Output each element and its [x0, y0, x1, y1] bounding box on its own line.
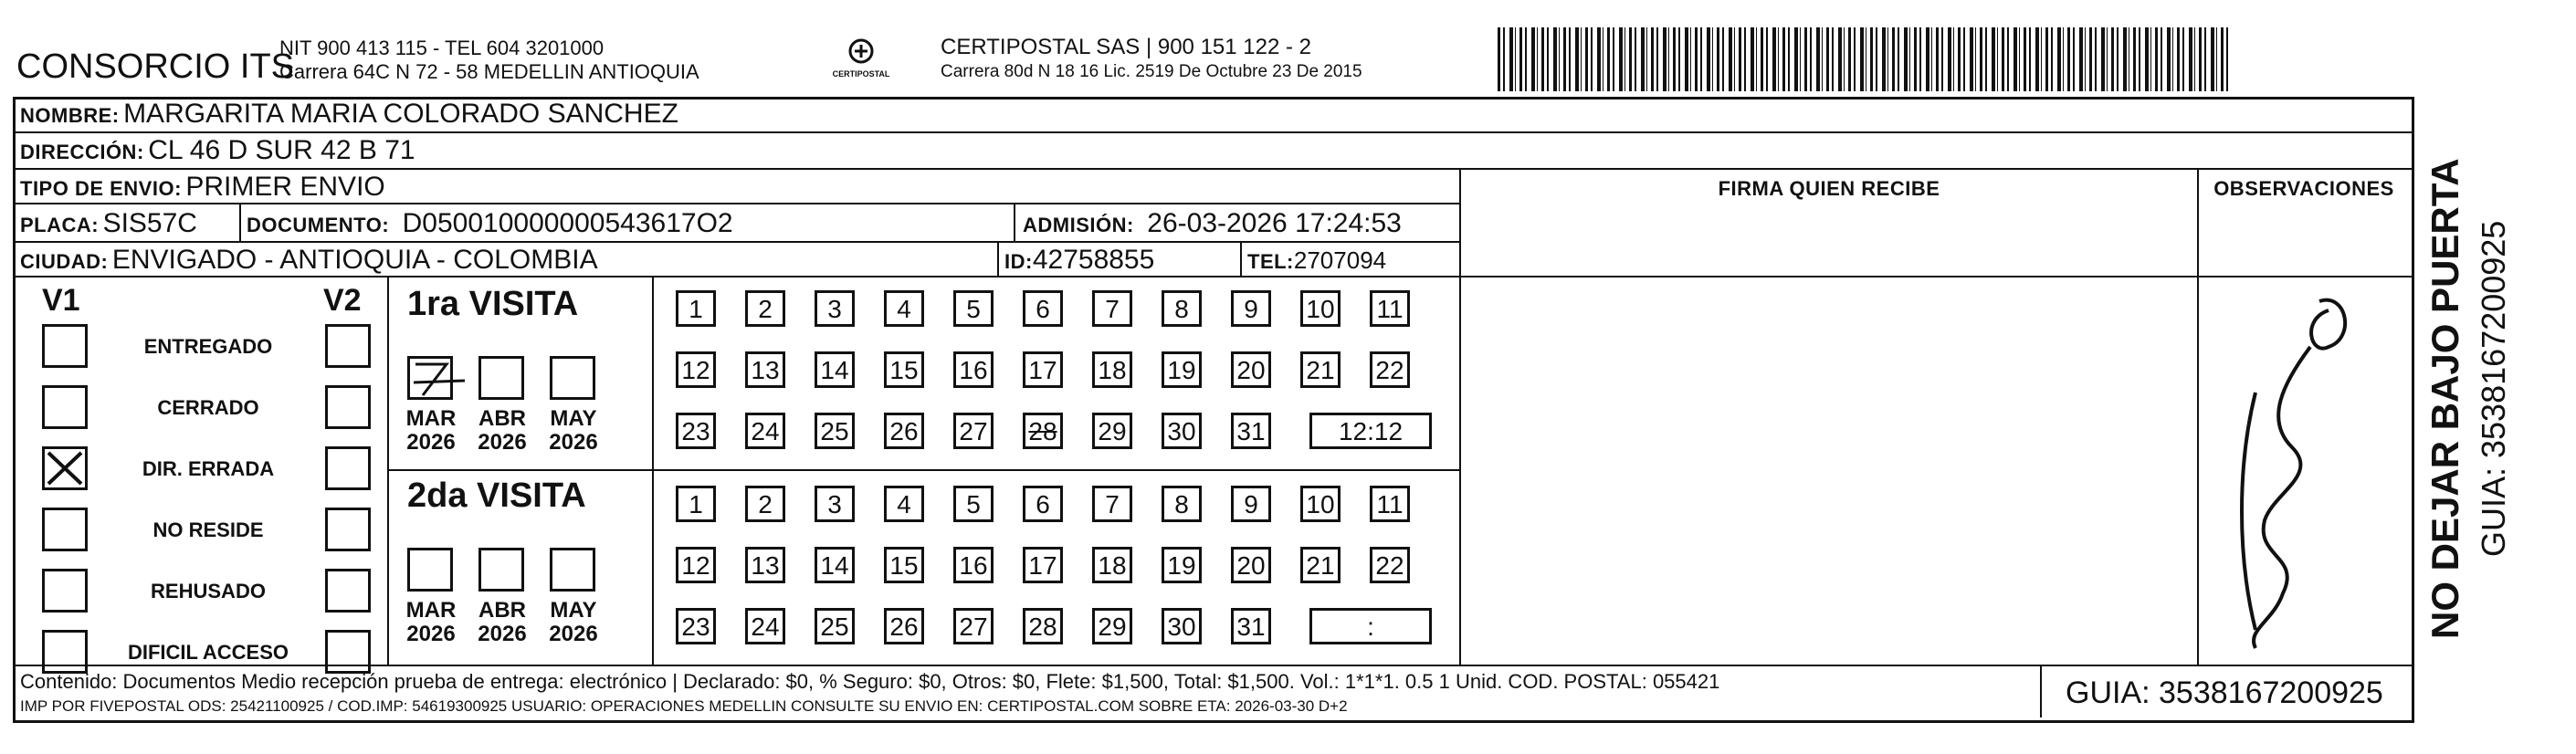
footer-print-info: IMP POR FIVEPOSTAL ODS: 25421100925 / COD.IMP: 54619300925 USUARIO: OPERACIONES MEDELLIN CONSULTE SU ENVIO EN: CERTIPOSTAL.COM SOBRE ETA: 2026-03-30 D+2	[20, 697, 1348, 715]
month-checkbox[interactable]	[407, 356, 453, 400]
day-box[interactable]: 2	[745, 486, 785, 522]
placa-value: SIS57C	[102, 208, 197, 238]
company-name: CONSORCIO ITS	[16, 47, 295, 86]
id-row	[1004, 245, 1154, 276]
footer-guia: GUIA: 3538167200925	[2066, 675, 2383, 710]
day-box[interactable]: 1	[676, 290, 716, 327]
first-visit-title: 1ra VISITA	[407, 285, 579, 323]
day-box[interactable]: 23	[676, 608, 716, 644]
day-box[interactable]: 7	[1092, 486, 1132, 522]
day-box[interactable]: 5	[953, 486, 994, 522]
day-box[interactable]: 4	[884, 486, 924, 522]
v2-checkbox[interactable]	[325, 324, 371, 368]
month-label: ABR 2026	[478, 598, 527, 646]
day-box[interactable]: 8	[1162, 486, 1202, 522]
id-value: 42758855	[1032, 245, 1155, 275]
day-box[interactable]: 27	[953, 608, 994, 644]
company-nit: NIT 900 413 115 - TEL 604 3201000	[279, 37, 605, 59]
status-option-label: ENTREGADO	[143, 335, 273, 358]
side-warning: NO DEJAR BAJO PUERTA	[2424, 158, 2466, 639]
day-box[interactable]: 9	[1231, 486, 1271, 522]
ciudad-value: ENVIGADO - ANTIOQUIA - COLOMBIA	[111, 245, 598, 275]
status-option-label: NO RESIDE	[152, 518, 264, 541]
day-box[interactable]: 5	[953, 290, 994, 327]
month-checkbox[interactable]	[478, 548, 524, 592]
day-box[interactable]: 21	[1300, 351, 1341, 388]
day-box[interactable]: 1	[676, 486, 716, 522]
nombre-value: MARGARITA MARIA COLORADO SANCHEZ	[123, 99, 678, 129]
day-box[interactable]: 12	[676, 351, 716, 388]
day-box[interactable]: 13	[745, 547, 785, 583]
placa-row	[20, 208, 197, 239]
month-checkbox[interactable]	[550, 548, 595, 592]
day-box[interactable]: 11	[1370, 290, 1410, 327]
day-box[interactable]: 25	[815, 413, 855, 449]
day-box[interactable]: 16	[953, 351, 994, 388]
v2-checkbox[interactable]	[325, 630, 371, 674]
day-box[interactable]: 23	[676, 413, 716, 449]
day-box[interactable]: 14	[815, 351, 855, 388]
day-box[interactable]: 25	[815, 608, 855, 644]
day-box[interactable]: 22	[1370, 351, 1410, 388]
day-box[interactable]: 31	[1231, 413, 1271, 449]
time-box[interactable]: :	[1309, 608, 1432, 644]
day-box[interactable]: 29	[1092, 413, 1132, 449]
day-box[interactable]: 4	[884, 290, 924, 327]
status-option-label: REHUSADO	[151, 580, 266, 602]
day-box[interactable]: 30	[1162, 608, 1202, 644]
certipostal-logo	[820, 35, 902, 86]
day-box[interactable]: 22	[1370, 547, 1410, 583]
handwritten-signature	[2201, 283, 2409, 666]
day-box[interactable]: 14	[815, 547, 855, 583]
status-option-label: DIR. ERRADA	[142, 457, 275, 480]
direccion-value: CL 46 D SUR 42 B 71	[148, 135, 415, 165]
day-box[interactable]: 18	[1092, 351, 1132, 388]
documento-label: DOCUMENTO:	[247, 214, 390, 236]
v2-header: V2	[323, 283, 362, 318]
month-checkbox[interactable]	[478, 356, 524, 400]
ciudad-label: CIUDAD:	[20, 250, 109, 273]
day-box[interactable]: 10	[1300, 290, 1341, 327]
barcode	[1498, 27, 2228, 91]
day-box[interactable]: 12	[676, 547, 716, 583]
direccion-row	[20, 135, 415, 166]
v1-checkbox[interactable]	[42, 385, 88, 429]
month-checkbox[interactable]	[407, 548, 453, 592]
day-box[interactable]: 28	[1023, 608, 1063, 644]
day-box[interactable]: 10	[1300, 486, 1341, 522]
day-box[interactable]: 31	[1231, 608, 1271, 644]
direccion-label: DIRECCIÓN:	[20, 141, 144, 163]
day-box[interactable]: 24	[745, 608, 785, 644]
v2-checkbox[interactable]	[325, 569, 371, 613]
tel-label: TEL:	[1247, 250, 1294, 273]
v1-checkbox[interactable]	[42, 569, 88, 613]
month-label: MAY 2026	[549, 598, 598, 646]
tel-value: 2707094	[1293, 246, 1387, 274]
courier-address: Carrera 80d N 18 16 Lic. 2519 De Octubre 23 De 2015	[941, 62, 1362, 81]
day-box[interactable]: 19	[1162, 547, 1202, 583]
day-box[interactable]: 26	[884, 413, 924, 449]
month-label: ABR 2026	[478, 406, 527, 455]
v1-checkbox[interactable]	[42, 446, 88, 490]
v2-checkbox[interactable]	[325, 446, 371, 490]
day-box[interactable]: 2	[745, 290, 785, 327]
day-box[interactable]: 9	[1231, 290, 1271, 327]
day-box[interactable]: 6	[1023, 486, 1063, 522]
certipostal-logo-text: CERTIPOSTAL	[832, 69, 890, 79]
id-label: ID:	[1004, 250, 1033, 273]
day-box[interactable]: 20	[1231, 547, 1271, 583]
day-box[interactable]: 21	[1300, 547, 1341, 583]
placa-label: PLACA:	[20, 214, 100, 236]
admision-label: ADMISIÓN:	[1023, 214, 1134, 236]
day-box[interactable]: 3	[815, 486, 855, 522]
day-box[interactable]: 15	[884, 547, 924, 583]
month-label: MAR 2026	[405, 598, 457, 646]
v1-checkbox[interactable]	[42, 324, 88, 368]
admision-value: 26-03-2026 17:24:53	[1147, 208, 1402, 238]
ciudad-row	[20, 245, 598, 276]
day-box[interactable]: 18	[1092, 547, 1132, 583]
day-box[interactable]: 15	[884, 351, 924, 388]
day-box[interactable]: 13	[745, 351, 785, 388]
time-box[interactable]: 12:12	[1309, 413, 1432, 449]
admision-row	[1023, 208, 1402, 239]
company-address: Carrera 64C N 72 - 58 MEDELLIN ANTIOQUIA	[279, 60, 699, 83]
documento-row	[247, 208, 733, 239]
day-box[interactable]: 11	[1370, 486, 1410, 522]
v2-checkbox[interactable]	[325, 385, 371, 429]
day-box[interactable]: 16	[953, 547, 994, 583]
day-box[interactable]: 17	[1023, 351, 1063, 388]
day-box[interactable]: 27	[953, 413, 994, 449]
nombre-row	[20, 99, 678, 130]
day-box[interactable]: 20	[1231, 351, 1271, 388]
day-box[interactable]: 6	[1023, 290, 1063, 327]
status-option-label: DIFICIL ACCESO	[127, 641, 289, 664]
status-option-label: CERRADO	[157, 396, 259, 419]
month-label: MAR 2026	[405, 406, 457, 455]
v1-checkbox[interactable]	[42, 508, 88, 551]
v2-checkbox[interactable]	[325, 508, 371, 551]
observaciones-header: OBSERVACIONES	[2213, 177, 2394, 200]
documento-value: D050010000000543617O2	[402, 208, 733, 238]
v1-header: V1	[42, 283, 80, 318]
second-visit-title: 2da VISITA	[407, 476, 586, 515]
day-box[interactable]: 28	[1023, 413, 1063, 449]
courier-name: CERTIPOSTAL SAS | 900 151 122 - 2	[941, 35, 1311, 59]
tipo-label: TIPO DE ENVIO:	[20, 177, 182, 200]
day-box[interactable]: 17	[1023, 547, 1063, 583]
day-box[interactable]: 7	[1092, 290, 1132, 327]
day-box[interactable]: 29	[1092, 608, 1132, 644]
day-box[interactable]: 3	[815, 290, 855, 327]
day-box[interactable]: 26	[884, 608, 924, 644]
nombre-label: NOMBRE:	[20, 104, 120, 127]
tel-row	[1247, 246, 1386, 275]
month-label: MAY 2026	[549, 406, 598, 455]
day-box[interactable]: 19	[1162, 351, 1202, 388]
day-box[interactable]: 24	[745, 413, 785, 449]
footer-content: Contenido: Documentos Medio recepción prueba de entrega: electrónico | Declarado: $0, % Seguro: $0, Otros: $0, Flete: $1,500, Total: $1,500. Vol.: 1*1*1. 0.5 1 Unid. COD. POSTAL: 055421	[20, 670, 1720, 693]
tipo-value: PRIMER ENVIO	[185, 172, 385, 202]
month-checkbox[interactable]	[550, 356, 595, 400]
v1-checkbox[interactable]	[42, 630, 88, 674]
tipo-row	[20, 172, 385, 203]
firma-header: FIRMA QUIEN RECIBE	[1718, 177, 1940, 200]
day-box[interactable]: 30	[1162, 413, 1202, 449]
side-guia: GUIA: 3538167200925	[2475, 220, 2512, 557]
day-box[interactable]: 8	[1162, 290, 1202, 327]
